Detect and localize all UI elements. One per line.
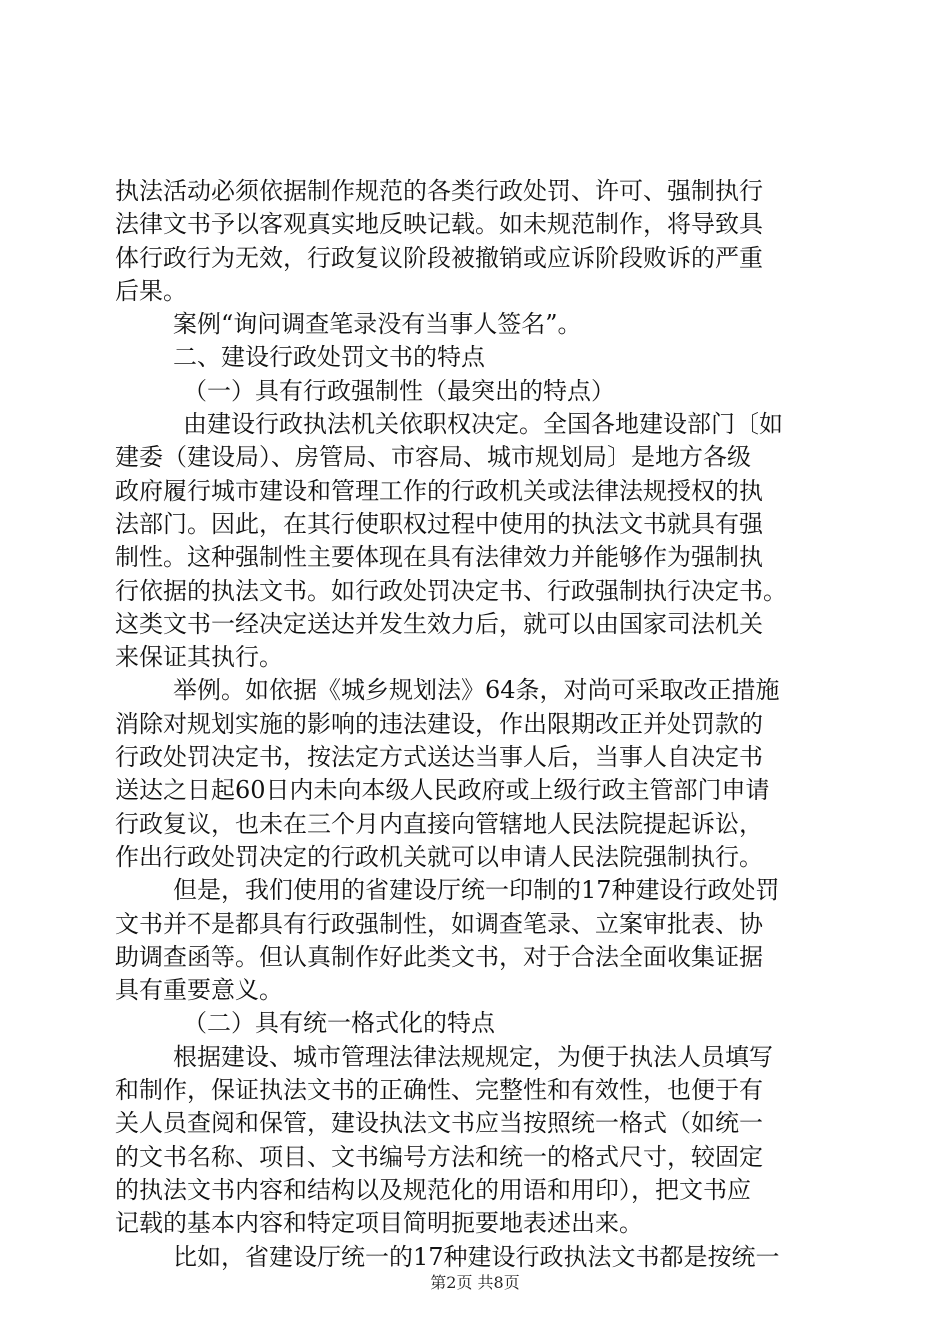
case-line: 案例“询问调查笔录没有当事人签名”。 <box>173 310 582 339</box>
text-line: 具有重要意义。 <box>115 976 283 1005</box>
text-line: 法律文书予以客观真实地反映记载。如未规范制作，将导致具 <box>115 210 763 239</box>
text-line: 送达之日起60日内未向本级人民政府或上级行政主管部门申请 <box>115 776 770 805</box>
text-line: 行政复议，也未在三个月内直接向管辖地人民法院提起诉讼， <box>115 809 763 838</box>
text-line: 但是，我们使用的省建设厅统一印制的17种建设行政处罚 <box>173 876 780 905</box>
section-heading: 二、建设行政处罚文书的特点 <box>173 343 485 372</box>
subsection-heading: （二）具有统一格式化的特点 <box>183 1009 495 1038</box>
page-number-footer: 第2页 共8页 <box>430 1273 520 1292</box>
body-text <box>115 175 835 1274</box>
text-line: 和制作，保证执法文书的正确性、完整性和有效性，也便于有 <box>115 1076 763 1105</box>
text-line: 的文书名称、项目、文书编号方法和统一的格式尺寸，较固定 <box>115 1142 763 1171</box>
text-line: 比如，省建设厅统一的17种建设行政执法文书都是按统一 <box>173 1242 780 1271</box>
text-line: 制性。这种强制性主要体现在具有法律效力并能够作为强制执 <box>115 543 763 572</box>
text-line: 关人员查阅和保管，建设执法文书应当按照统一格式（如统一 <box>115 1109 763 1138</box>
text-line: 的执法文书内容和结构以及规范化的用语和用印），把文书应 <box>115 1175 751 1204</box>
subsection-heading: （一）具有行政强制性（最突出的特点） <box>183 376 615 405</box>
text-line: 政府履行城市建设和管理工作的行政机关或法律法规授权的执 <box>115 476 763 505</box>
text-line: 消除对规划实施的影响的违法建设，作出限期改正并处罚款的 <box>115 709 763 738</box>
text-line: 体行政行为无效，行政复议阶段被撤销或应诉阶段败诉的严重 <box>115 243 763 272</box>
text-line: 作出行政处罚决定的行政机关就可以申请人民法院强制执行。 <box>115 842 763 871</box>
text-line: 行政处罚决定书，按法定方式送达当事人后，当事人自决定书 <box>115 743 763 772</box>
text-line: 来保证其执行。 <box>115 643 283 672</box>
text-line: 建委（建设局）、房管局、市容局、城市规划局〕是地方各级 <box>115 443 751 472</box>
text-line: 助调查函等。但认真制作好此类文书，对于合法全面收集证据 <box>115 942 763 971</box>
text-line: 执法活动必须依据制作规范的各类行政处罚、许可、强制执行 <box>115 177 763 205</box>
text-line: 法部门。因此，在其行使职权过程中使用的执法文书就具有强 <box>115 509 763 538</box>
text-line: 这类文书一经决定送达并发生效力后，就可以由国家司法机关 <box>115 609 763 638</box>
text-line: 举例。如依据《城乡规划法》64条，对尚可采取改正措施 <box>173 676 780 705</box>
text-line: 后果。 <box>115 276 187 305</box>
text-line: 根据建设、城市管理法律法规规定，为便于执法人员填写 <box>173 1042 773 1071</box>
text-line: 由建设行政执法机关依职权决定。全国各地建设部门〔如 <box>183 410 783 439</box>
text-line: 文书并不是都具有行政强制性，如调查笔录、立案审批表、协 <box>115 909 763 938</box>
text-line: 记载的基本内容和特定项目简明扼要地表述出来。 <box>115 1209 643 1238</box>
text-line: 行依据的执法文书。如行政处罚决定书、行政强制执行决定书。 <box>115 576 787 605</box>
